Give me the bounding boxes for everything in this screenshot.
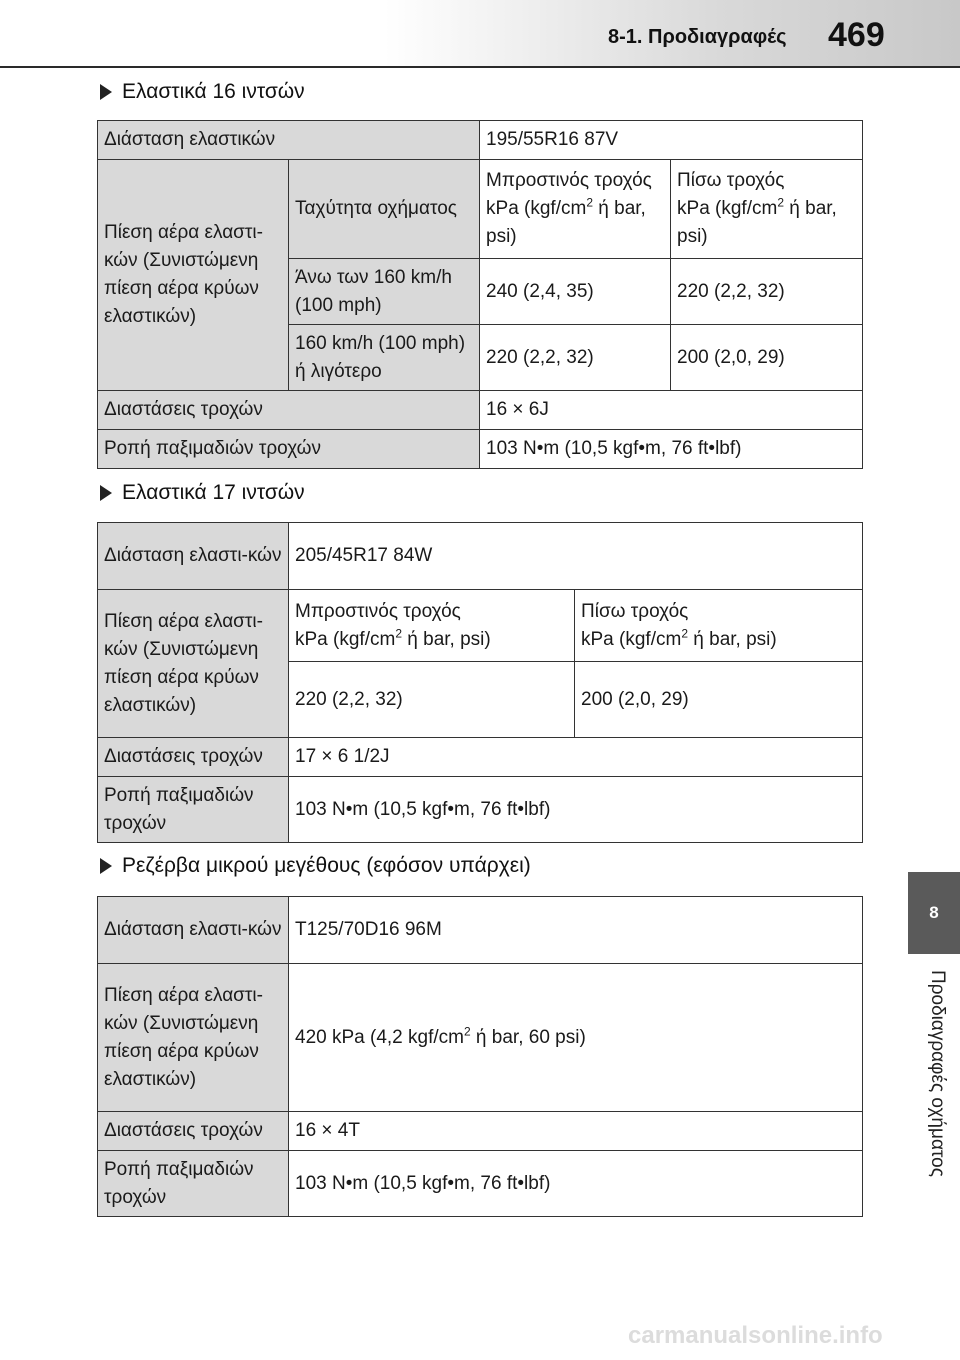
pressure-value: 420 kPa (4,2 kgf/$cm^2$ ή bar, 60 psi) — [289, 964, 863, 1112]
wheel-size-value: 16 × 4T — [289, 1112, 863, 1151]
heading-16-inch — [100, 80, 305, 104]
table-spare — [97, 896, 863, 1217]
table-row — [98, 897, 863, 964]
page-number: 469 — [828, 16, 885, 54]
table-row — [98, 1151, 863, 1217]
torque-label: Ροπή παξιμαδιών τροχών — [98, 777, 289, 843]
rear-header — [671, 160, 863, 259]
watermark: carmanualsonline.info — [628, 1322, 883, 1349]
front-pressure-high: 240 (2,4, 35) — [480, 259, 671, 325]
speed-low: 160 km/h (100 mph) ή λιγότερο — [289, 325, 480, 391]
front-label: Μπροστινός τροχός — [295, 600, 461, 622]
rear-pressure-low: 200 (2,0, 29) — [671, 325, 863, 391]
pressure-label: Πίεση αέρα ελαστι-κών (Συνιστώμενη πίεση αέρα κρύων ελαστικών) — [98, 590, 289, 738]
table-row — [98, 160, 863, 259]
front-unit: kPa ($kgf/cm^2$ ή bar, psi) — [295, 626, 491, 650]
torque-value: 103 N•m (10,5 kgf•m, 76 ft•lbf) — [289, 1151, 863, 1217]
section-title: 8-1. Προδιαγραφές — [608, 26, 787, 48]
front-pressure-low: 220 (2,2, 32) — [480, 325, 671, 391]
wheel-size-label: Διαστάσεις τροχών — [98, 738, 289, 777]
torque-label: Ροπή παξιμαδιών τροχών — [98, 430, 480, 469]
rear-label: Πίσω τροχός — [677, 170, 785, 191]
table-row — [98, 777, 863, 843]
table-17-inch — [97, 522, 863, 843]
tire-size-label: Διάσταση ελαστι-κών — [98, 897, 289, 964]
front-header — [480, 160, 671, 259]
front-unit: kPa ($kgf/cm^2$ ή bar, psi) — [486, 195, 646, 247]
speed-label: Ταχύτητα οχήματος — [289, 160, 480, 259]
wheel-size-value: 17 × 6 1/2J — [289, 738, 863, 777]
heading-spare-text: Ρεζέρβα μικρού μεγέθους (εφόσον υπάρχει) — [122, 854, 531, 877]
table-row — [98, 964, 863, 1112]
rear-label: Πίσω τροχός — [581, 600, 689, 622]
heading-16-text: Ελαστικά 16 ιντσών — [122, 80, 305, 103]
tire-size-value: T125/70D16 96M — [289, 897, 863, 964]
table-16-inch — [97, 120, 863, 469]
heading-spare — [100, 854, 531, 878]
tire-size-value: 195/55R16 87V — [480, 121, 863, 160]
table-row — [98, 1112, 863, 1151]
table-row — [98, 738, 863, 777]
wheel-size-value: 16 × 6J — [480, 391, 863, 430]
heading-17-inch — [100, 481, 305, 505]
torque-label: Ροπή παξιμαδιών τροχών — [98, 1151, 289, 1217]
heading-17-text: Ελαστικά 17 ιντσών — [122, 481, 305, 504]
arrow-right-icon — [100, 858, 112, 874]
torque-value: 103 N•m (10,5 kgf•m, 76 ft•lbf) — [289, 777, 863, 843]
speed-high: Άνω των 160 km/h (100 mph) — [289, 259, 480, 325]
chapter-label: Προδιαγραφές οχήματος — [927, 970, 948, 1177]
front-pressure: 220 (2,2, 32) — [289, 662, 575, 738]
rear-pressure-high: 220 (2,2, 32) — [671, 259, 863, 325]
wheel-size-label: Διαστάσεις τροχών — [98, 391, 480, 430]
table-row — [98, 430, 863, 469]
tire-size-label: Διάσταση ελαστι-κών — [98, 523, 289, 590]
rear-pressure: 200 (2,0, 29) — [575, 662, 863, 738]
rear-unit: kPa ($kgf/cm^2$ ή bar, psi) — [581, 626, 777, 650]
front-header — [289, 590, 575, 662]
wheel-size-label: Διαστάσεις τροχών — [98, 1112, 289, 1151]
table-row — [98, 523, 863, 590]
tire-size-value: 205/45R17 84W — [289, 523, 863, 590]
pressure-label: Πίεση αέρα ελαστι-κών (Συνιστώμενη πίεση αέρα κρύων ελαστικών) — [98, 964, 289, 1112]
table-row — [98, 391, 863, 430]
page-header — [0, 0, 960, 68]
front-label: Μπροστινός τροχός — [486, 170, 652, 191]
arrow-right-icon — [100, 84, 112, 100]
torque-value: 103 N•m (10,5 kgf•m, 76 ft•lbf) — [480, 430, 863, 469]
rear-unit: kPa ($kgf/cm^2$ ή bar, psi) — [677, 195, 837, 247]
table-row — [98, 121, 863, 160]
pressure-label: Πίεση αέρα ελαστι-κών (Συνιστώμενη πίεση αέρα κρύων ελαστικών) — [98, 160, 289, 391]
arrow-right-icon — [100, 485, 112, 501]
table-row — [98, 590, 863, 662]
tire-size-label: Διάσταση ελαστικών — [98, 121, 480, 160]
chapter-tab: 8 — [908, 872, 960, 954]
rear-header — [575, 590, 863, 662]
